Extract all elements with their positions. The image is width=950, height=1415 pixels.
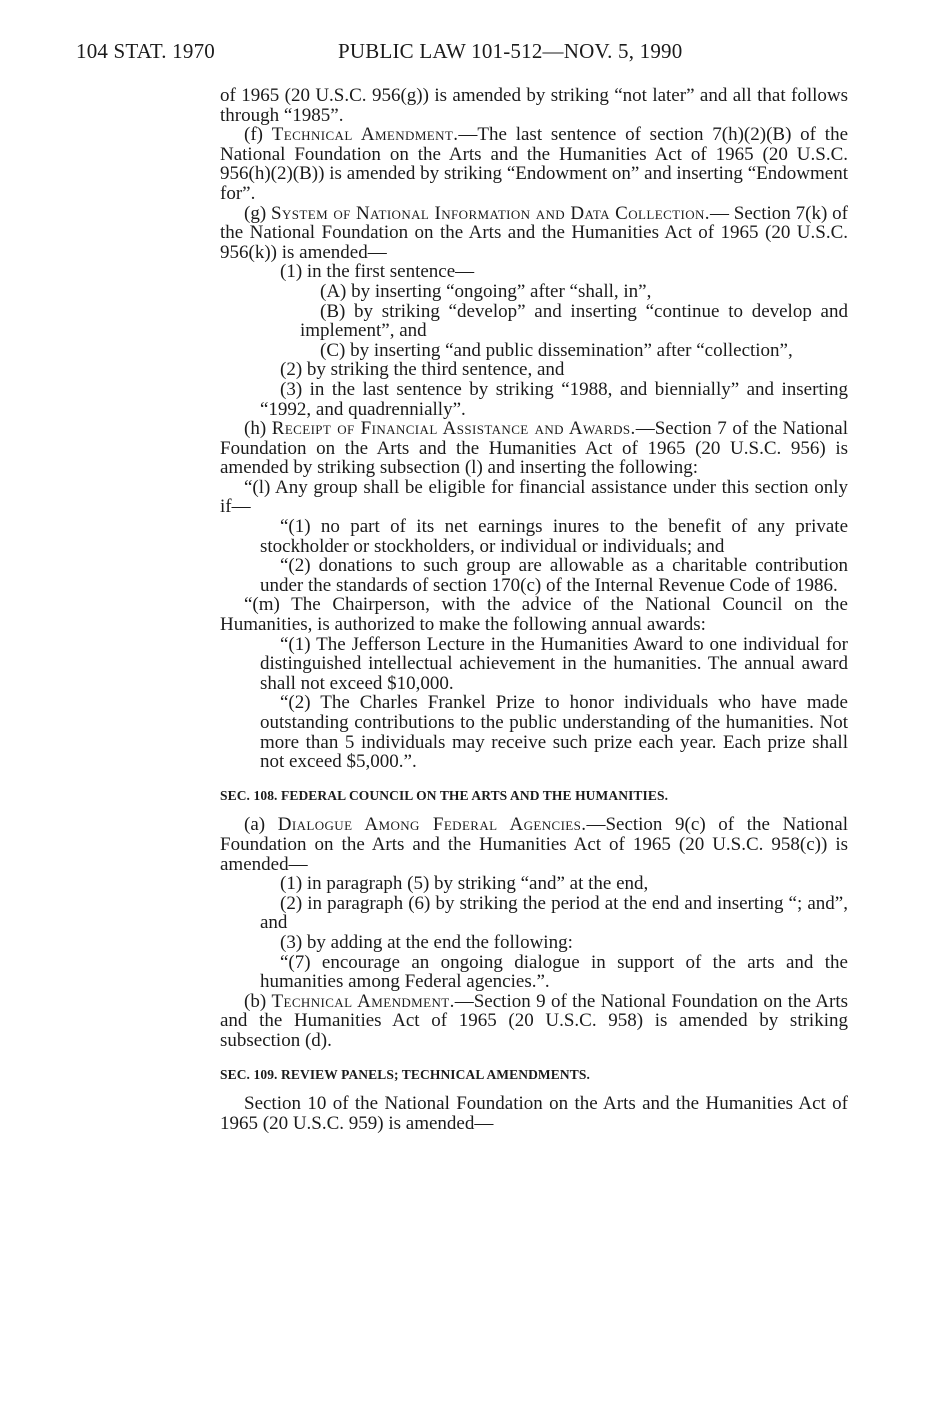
quoted-subsection-l: “(l) Any group shall be eligible for financial assistance under this section only if—	[220, 476, 848, 518]
subsection-108-a	[220, 815, 848, 874]
subsection-108-b	[220, 992, 848, 1051]
section-109-heading: SEC. 109. REVIEW PANELS; TECHNICAL AMENDMENTS.	[220, 1066, 590, 1082]
quoted-subsection-m: “(m) The Chairperson, with the advice of the National Council on the Humanities, is authorized to make the following annual awards:	[220, 594, 848, 636]
paragraph-continuation: of 1965 (20 U.S.C. 956(g)) is amended by striking “not later” and all that follows through “1985”.	[220, 85, 848, 126]
subsection-f	[220, 125, 848, 203]
quoted-paragraph-m-2: “(2) The Charles Frankel Prize to honor individuals who have made outstanding contributions to the public understanding of the humanities. Not more than 5 individuals may receive such prize each year. Each prize shall not exceed $5,000.”.	[260, 692, 848, 773]
subsection-g-text: — Section 7(k) of the National Foundation on the Arts and the Humanities Act of 1965 (20 U.S.C. 956(k)) is amended—	[220, 202, 849, 263]
public-law-title: PUBLIC LAW 101-512—NOV. 5, 1990	[338, 39, 683, 63]
subparagraph-g-c: (C) by inserting “and public dissemination” after “collection”,	[320, 339, 793, 361]
section-108-heading: SEC. 108. FEDERAL COUNCIL ON THE ARTS AND THE HUMANITIES.	[220, 787, 669, 803]
quoted-paragraph-l-1: “(1) no part of its net earnings inures to the benefit of any private stockholder or stockholders, or individual or individuals; and	[260, 516, 848, 557]
paragraph-g-3: (3) in the last sentence by striking “1988, and biennially” and inserting “1992, and quadrennially”.	[260, 378, 848, 420]
subsection-108-b-text: —Section 9 of the National Foundation on the Arts and the Humanities Act of 1965 (20 U.S.C. 958) is amended by striking subsection (d).	[220, 990, 848, 1051]
subsection-g-label: (g)	[244, 202, 272, 224]
subsection-h-heading: Receipt of Financial Assistance and Awards.	[271, 418, 636, 440]
subparagraph-g-a: (A) by inserting “ongoing” after “shall, in”,	[320, 280, 652, 302]
paragraph-108-a-2: (2) in paragraph (6) by striking the period at the end and inserting “; and”, and	[260, 892, 848, 934]
statute-page-number: 104 STAT. 1970	[76, 39, 215, 63]
subsection-g	[220, 204, 848, 263]
paragraph-g-1: (1) in the first sentence—	[280, 261, 475, 283]
subsection-f-label: (f)	[244, 124, 272, 146]
paragraph-108-a-1: (1) in paragraph (5) by striking “and” at the end,	[280, 873, 649, 895]
subsection-108-b-label: (b)	[244, 990, 272, 1012]
subsection-108-b-heading: Technical Amendment.	[271, 990, 455, 1012]
body-text	[220, 86, 848, 1133]
subsection-h-text: —Section 7 of the National Foundation on the Arts and the Humanities Act of 1965 (20 U.S.C. 956) is amended by striking subsection (l) and inserting the following:	[220, 418, 848, 479]
subsection-h	[220, 419, 848, 478]
subsection-f-heading: Technical Amendment.	[271, 124, 459, 146]
subsection-f-text: —The last sentence of section 7(h)(2)(B) of the National Foundation on the Arts and the Humanities Act of 1965 (20 U.S.C. 956(h)(2)(B)) is amended by striking “Endowment on” and inserting “Endowment for”.	[220, 124, 848, 204]
subsection-g-heading: System of National Information and Data Collection.	[271, 202, 710, 224]
subsection-108-a-heading: Dialogue Among Federal Agencies.	[277, 814, 587, 836]
quoted-paragraph-m-1: “(1) The Jefferson Lecture in the Humanities Award to one individual for distinguished intellectual achievement in the humanities. The annual award shall not exceed $10,000.	[260, 633, 848, 694]
subsection-108-a-label: (a)	[244, 814, 278, 836]
quoted-paragraph-l-2: “(2) donations to such group are allowable as a charitable contribution under the standards of section 170(c) of the Internal Revenue Code of 1986.	[260, 555, 848, 596]
subparagraph-g-b: (B) by striking “develop” and inserting “continue to develop and implement”, and	[300, 300, 848, 342]
paragraph-108-a-3: (3) by adding at the end the following:	[280, 931, 573, 953]
paragraph-g-2: (2) by striking the third sentence, and	[280, 359, 565, 381]
quoted-paragraph-108-7: “(7) encourage an ongoing dialogue in support of the arts and the humanities among Federal agencies.”.	[260, 951, 848, 993]
subsection-108-a-text: —Section 9(c) of the National Foundation on the Arts and the Humanities Act of 1965 (20 U.S.C. 958(c)) is amended—	[220, 814, 848, 875]
subsection-h-label: (h)	[244, 418, 272, 440]
section-109-text: Section 10 of the National Foundation on the Arts and the Humanities Act of 1965 (20 U.S.C. 959) is amended—	[220, 1093, 848, 1134]
